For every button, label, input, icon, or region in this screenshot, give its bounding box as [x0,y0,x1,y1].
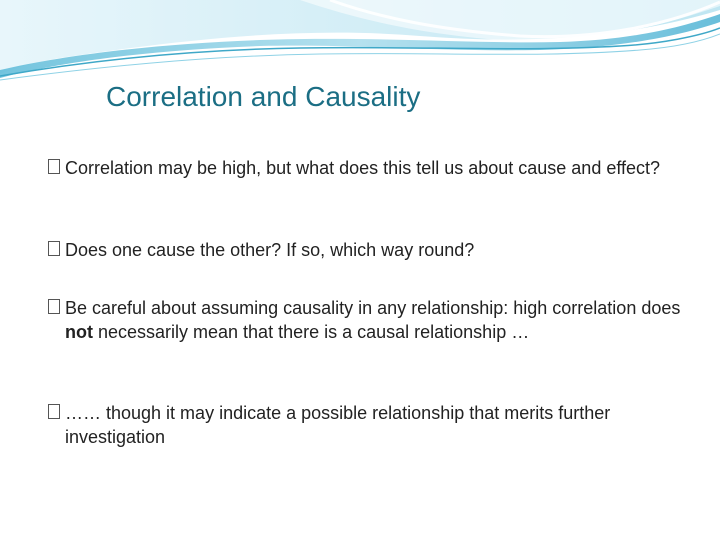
slide-title: Correlation and Causality [106,81,421,112]
bullet-marker-icon [48,159,60,174]
bullet-text: Does one cause the other? If so, which way round? [65,240,475,260]
bullet-text-post: necessarily mean that there is a causal relationship … [92,322,530,342]
bullet-item [48,296,688,344]
bullet-item [48,156,688,180]
bullet-marker-icon [48,241,60,256]
bullet-text: …… though it may indicate a possible relationship that merits further investigation [65,403,611,447]
bullet-marker-icon [48,299,60,314]
bullet-item [48,401,688,449]
bullet-text-emphasis: not [65,322,93,342]
bullet-text [48,296,688,344]
bullet-text: Correlation may be high, but what does this tell us about cause and effect? [65,158,661,178]
bullet-marker-icon [48,404,60,419]
bullet-text-pre: Be careful about assuming causality in any relationship: high correlation does [65,298,681,318]
header-wave-decoration [0,0,720,90]
bullet-item [48,238,688,262]
